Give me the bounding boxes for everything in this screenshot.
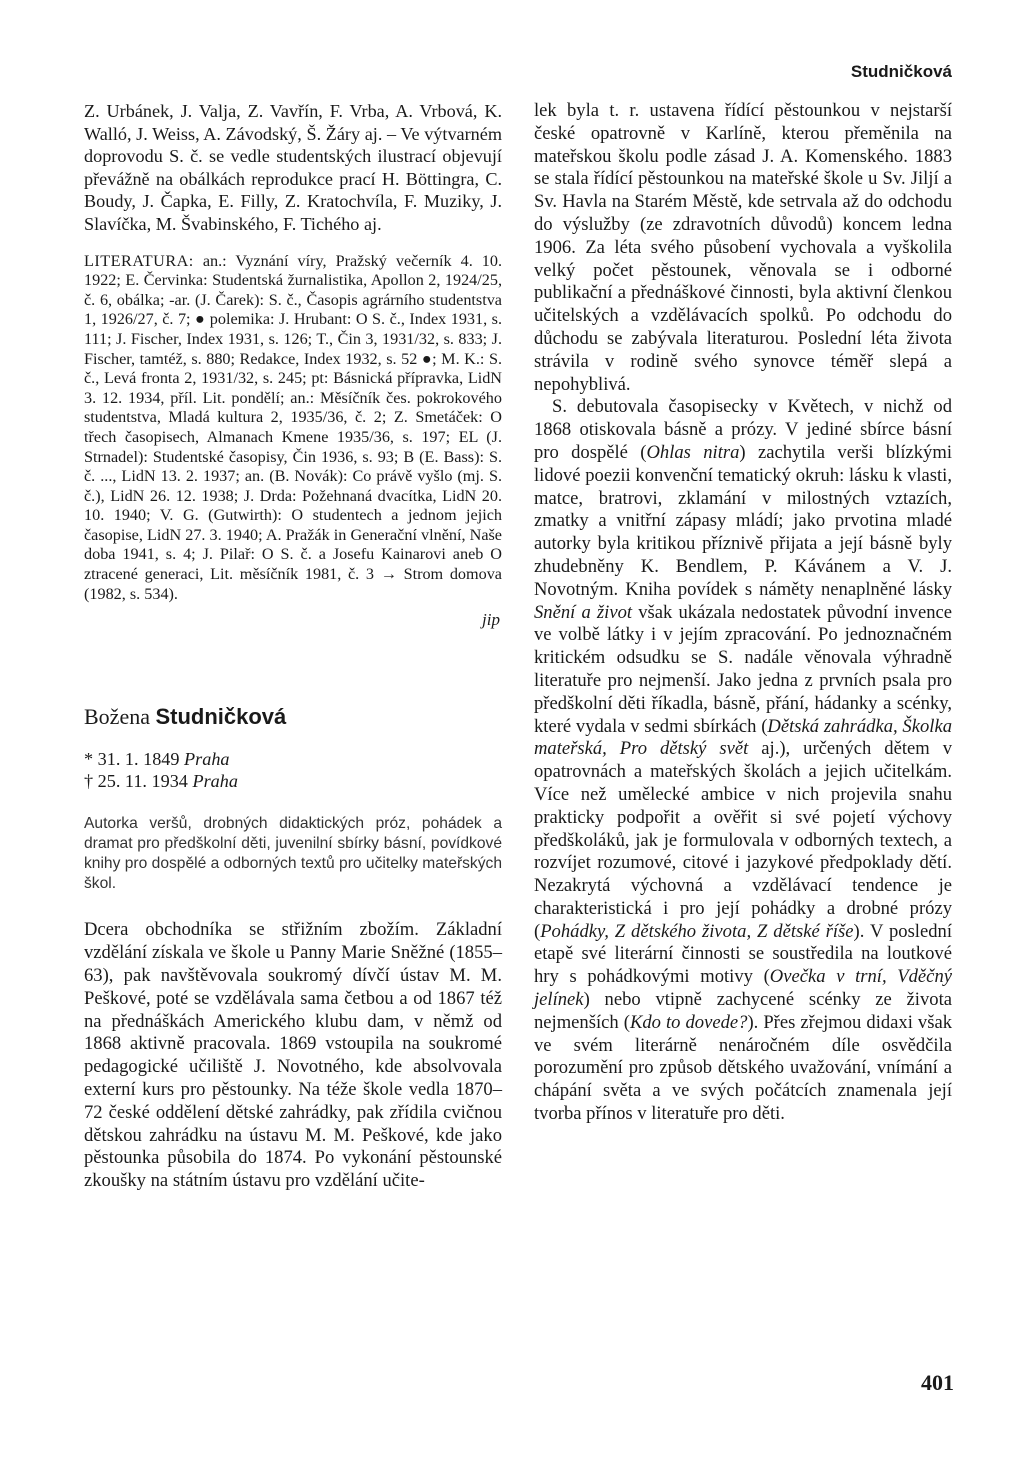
birth-date: * 31. 1. 1849 bbox=[84, 749, 180, 770]
death-line bbox=[84, 770, 502, 792]
entry-first-name: Božena bbox=[84, 704, 150, 730]
work-title: Pohádky, Z dětského života, Z dětské říše bbox=[540, 920, 854, 942]
work-text: ) nebo vtipně zachycené scénky ze života nejmenších ( bbox=[534, 989, 952, 1033]
work-text: ) zachytila verši blízkými lidové poezii konvenční tematický okruh: lásku k vlasti, matce, bratrovi, zklamání v milostných vztazích, zmatky a vnitřní zápasy mládí; jako prvotina mladé autorky byla kritikou příznivě přijata a její básně byly zhudebněny K. Bendlem, P. Kávánem a V. J. Novotným. Kniha povídek s náměty nenaplněné lásky bbox=[534, 441, 952, 600]
entry-abstract: Autorka veršů, drobných didaktických próz, pohádek a dramat pro předškolní děti, juvenilní sbírky básní, povídkové knihy pro dospělé a odborných textů pro učitelky mateřských škol. bbox=[84, 815, 502, 892]
left-column bbox=[84, 100, 502, 1193]
work-title: Dětská zahrádka, Školka mateřská, Pro dětský svět bbox=[534, 715, 952, 760]
death-place: Praha bbox=[192, 771, 238, 792]
birth-line bbox=[84, 748, 502, 770]
literature-label: LITERATURA: bbox=[84, 251, 194, 270]
work-paragraph bbox=[534, 396, 952, 1126]
running-head: Studničková bbox=[850, 62, 952, 81]
birth-place: Praha bbox=[184, 749, 230, 770]
work-title: Ovečka v trní, Vděčný jelínek bbox=[534, 966, 952, 1011]
work-text: S. debutovala časopisecky v Květech, v nichž od 1868 otiskovala básně a prózy. V jediné sbírce básní pro dospělé ( bbox=[534, 396, 952, 463]
previous-entry-continuation: Z. Urbánek, J. Valja, Z. Vavřín, F. Vrba, A. Vrbová, K. Walló, J. Weiss, A. Závodský, Š. Žáry aj. – Ve výtvarném doprovodu S. č. se vedle studentských ilustrací objevují převážně na obálkách reprodukce prací H. Böttingra, C. Boudy, J. Čapka, E. Filly, Z. Kratochvíla, F. Muziky, J. Slavíčka, M. Švabinského, F. Tichého aj. bbox=[84, 101, 502, 234]
author-signature: jip bbox=[482, 610, 500, 630]
biography-continuation: lek byla t. r. ustavena řídící pěstounkou v nejstarší české opatrovně v Karlíně, kterou přeměnila na mateřskou školu podle zásad J. A. Komenského. 1883 se stala řídící pěstounkou na mateřské škole u Sv. Jiljí a Sv. Havla na Starém Městě, kde setrvala až do odchodu do výslužby (ze zdravotních důvodů) koncem ledna 1906. Za léta svého působení vychovala a vyškolila velký počet pěstounek, věnovala se i odborné publikační a přednáškové činnosti, byla aktivní členkou učitelských a vzdělávacích spolků. Po odchodu do důchodu se zabývala literaturou. Poslední léta života strávila v rodině svého synovce téměř slepá a nepohyblivá. bbox=[534, 100, 952, 395]
page-number: 401 bbox=[921, 1370, 954, 1395]
work-text: ). V poslední etapě své literární činnosti se soustředila na loutkové hry s pohádkovými motivy ( bbox=[534, 920, 952, 988]
work-text: ). Přes zřejmou didaxi však ve svém literárně nenáročném díle osvědčila porozumění pro způsob dětského uvažování, vnímání a chápání světa a ve svých počátcích znamenala její tvorba přínos v literatuře pro děti. bbox=[534, 1011, 953, 1125]
work-text: však ukázala nedostatek původní invence ve volbě látky i v jejím zpracování. Po jednoznačném kritickém odsudku se S. nadále věnovala výhradně literatuře pro nejmenší. Jako jedna z prvních psala pro předškolní děti říkadla, básně, přání, hádanky a scénky, které vydala v sedmi sbírkách ( bbox=[534, 601, 953, 737]
work-title: Kdo to dovede? bbox=[629, 1011, 748, 1033]
entry-heading bbox=[84, 704, 502, 730]
work-text: aj.), určených dětem v opatrovnách a mateřských školách a jejich učitelkám. Více než umělecké ambice v nich projevila snahu prakticky podpořit a ověřit si své pojetí výchovy předškoláků, jak je formulovala v odborných textech, a rozvíjet rozumové, citové i jazykové předpoklady dětí. Nezakrytá výchovná a vzdělávací tendence je charakteristická i pro její pohádky a drobné prózy ( bbox=[534, 738, 952, 942]
work-title: Snění a život bbox=[534, 601, 633, 623]
literature-text: an.: Vyznání víry, Pražský večerník 4. 10. 1922; E. Červinka: Studentská žurnalistika, Apollon 2, 1924/25, č. 6, obálka; -ar. (J. Čarek): S. č., Časopis agrárního studentstva 1, 1926/27, č. 7; ● polemika: J. Hrubant: O S. č., Index 1931, s. 111; J. Fischer, Index 1931, s. 126; T., Čin 3, 1931/32, s. 833; J. Fischer, tamtéž, s. 880; Redakce, Index 1932, s. 52 ●; M. K.: S. č., Levá fronta 2, 1931/32, s. 245; pt: Básnická přípravka, LidN 3. 12. 1934, příl. Lit. pondělí; an.: Měsíčník čes. pokrokového studentstva, Mladá kultura 2, 1935/36, č. 2; Z. Smetáček: O třech časopisech, Almanach Kmene 1935/36, s. 197; EL (J. Strnadel): Studentské časopisy, Čin 1936, s. 93; B (E. Bass): S. č. ..., LidN 13. 2. 1937; an. (B. Novák): Co právě vyšlo (mj. S. č.), LidN 26. 12. 1938; J. Drda: Požehnaná dvacítka, LidN 20. 10. 1940; V. G. (Gutwirth): O studentech a jednom jejich časopise, LidN 27. 3. 1940; A. Pražák in Generační vlnění, Naše doba 1941, s. 4; J. Pilař: O S. č. a Josefu Kainarovi aneb O ztracené generaci, Lit. měsíčník 1981, č. 3 → Strom domova (1982, s. 534). bbox=[84, 251, 502, 603]
life-dates bbox=[84, 748, 502, 792]
entry-surname: Studničková bbox=[155, 704, 287, 730]
biography-paragraph: Dcera obchodníka se střižním zbožím. Základní vzdělání získala ve škole u Panny Marie Sněžné (1855–63), pak navštěvovala soukromý dívčí ústav M. M. Peškové, poté se vzdělávala sama četbou a od 1867 též na přednáškách Amerického klubu dam, v němž od 1868 aktivně pracovala. 1869 vstoupila na soukromé pedagogické učiliště J. Novotného, kde absolvovala externí kurs pro pěstounky. Na téže škole vedla 1870–72 české oddělení dětské zahrádky, pak zřídila cvičnou dětskou zahrádku na ústavu M. M. Peškové, kde jako pěstounka působila do 1874. Po vykonání pěstounské zkoušky na státním ústavu pro vzdělání učite- bbox=[84, 919, 502, 1192]
work-title: Ohlas nitra bbox=[646, 441, 740, 463]
death-date: † 25. 11. 1934 bbox=[84, 771, 188, 792]
literature-section bbox=[84, 252, 502, 605]
right-column bbox=[534, 100, 952, 1126]
